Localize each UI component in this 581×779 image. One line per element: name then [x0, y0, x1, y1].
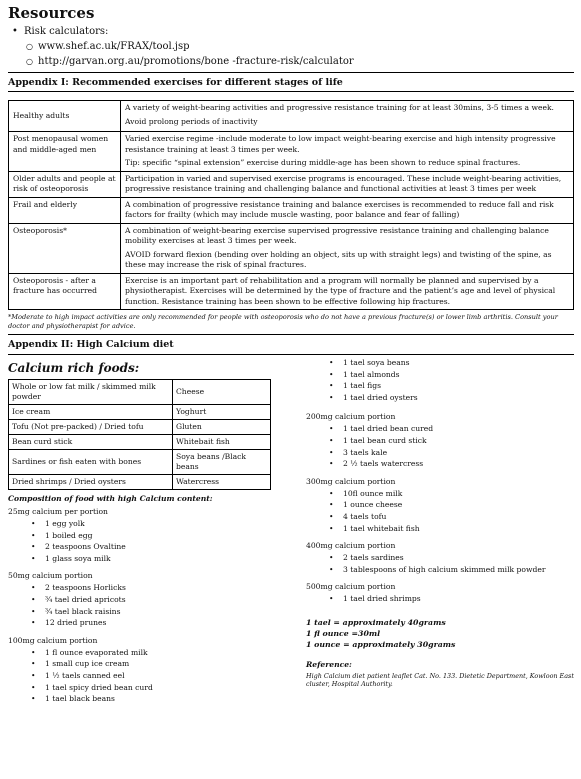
list-item: • 1 glass soya milk [45, 553, 298, 565]
table-row [9, 132, 574, 172]
table-row [9, 171, 574, 197]
table-row [9, 405, 271, 420]
risk-calculators-label: Risk calculators: [24, 26, 109, 37]
recommendation-text: AVOID forward flexion (bending over holding an object, sits up with straight legs) and twisting of the spine, as these may increase the risk of spinal fractures. [125, 249, 552, 269]
food-cell: Sardines or fish eaten with bones [9, 450, 173, 475]
list-item: • 1 tael dried oysters [343, 392, 574, 404]
list-item: • 4 taels tofu [343, 511, 574, 523]
recommendation-cell [121, 223, 574, 273]
food-table [8, 379, 271, 490]
right-top-list [306, 357, 574, 403]
portion-title: 500mg calcium portion [306, 582, 396, 592]
portion-list [306, 593, 574, 605]
food-cell: Dried shrimps / Dried oysters [9, 475, 173, 490]
resource-links [24, 39, 574, 69]
table-row [9, 223, 574, 273]
portion-title: 100mg calcium portion [8, 635, 98, 645]
list-item: • 2 ½ taels watercress [343, 458, 574, 470]
resources-list [8, 24, 574, 69]
appendix2-heading: Appendix II: High Calcium diet [8, 339, 574, 355]
left-column [8, 355, 298, 705]
list-item: • 1 tael black beans [45, 693, 298, 705]
list-item: • 1 ½ taels canned eel [45, 670, 298, 682]
table-row [9, 101, 574, 132]
group-cell: Osteoporosis - after a fracture has occurred [9, 273, 121, 310]
list-item: • 1 fl ounce evaporated milk [45, 647, 298, 659]
food-cell: Gluten [173, 420, 271, 435]
portion-list [8, 582, 298, 628]
recommendation-cell [121, 132, 574, 172]
table-row [9, 420, 271, 435]
recommendation-cell [121, 101, 574, 132]
group-cell: Osteoporosis* [9, 223, 121, 273]
risk-calculators-item [24, 24, 574, 69]
list-item: • 3 tablespoons of high calcium skimmed milk powder [343, 564, 574, 576]
list-item: • ¾ tael dried apricots [45, 594, 298, 606]
equivalents [306, 617, 574, 650]
list-item: • 1 tael dried bean cured [343, 423, 574, 435]
equivalent-line: 1 fl ounce =30ml [306, 628, 381, 638]
portion-title: 400mg calcium portion [306, 541, 396, 551]
table-row [9, 197, 574, 223]
group-cell: Frail and elderly [9, 197, 121, 223]
list-item: • 3 taels kale [343, 447, 574, 459]
appendix1-heading: Appendix I: Recommended exercises for different stages of life [8, 72, 574, 92]
exercise-table [8, 100, 574, 310]
recommendation-text: Avoid prolong periods of inactivity [125, 116, 258, 126]
table-row [9, 475, 271, 490]
equivalent-line: 1 tael = approximately 40grams [306, 617, 446, 627]
recommendation-text: A combination of progressive resistance training and balance exercises is recommended to reduce fall and risk factors for frailty (which may include muscle wasting, poor balance and fear of falling) [125, 199, 554, 219]
recommendation-text: A combination of weight-bearing exercise supervised progressive resistance training and challenging balance mobility exercises at least 3 times per week. [125, 225, 549, 245]
portion-title: 25mg calcium per portion [8, 507, 108, 516]
food-cell: Cheese [173, 380, 271, 405]
food-cell: Ice cream [9, 405, 173, 420]
left-portion-sections [8, 507, 298, 705]
recommendation-cell [121, 171, 574, 197]
table-row [9, 380, 271, 405]
food-cell: Whole or low fat milk / skimmed milk powder [9, 380, 173, 405]
portion-list [8, 647, 298, 705]
food-cell: Soya beans /Black beans [173, 450, 271, 475]
list-item: • 1 tael figs [343, 380, 574, 392]
group-cell: Healthy adults [9, 101, 121, 132]
composition-title: Composition of food with high Calcium content: [8, 494, 213, 503]
list-item: • 2 taels sardines [343, 552, 574, 564]
recommendation-text: Participation in varied and supervised exercise programs is encouraged. These include weight-bearing activities, progressive resistance training and challenging balance and functional activities at least 3 times per week [125, 173, 562, 193]
exercise-footnote: *Moderate to high impact activities are only recommended for people with osteoporosis who do not have a previous fracture(s) or lower limb arthritis. Consult your doctor and physiotherapist for advice. [8, 313, 558, 330]
group-cell: Older adults and people at risk of osteoporosis [9, 171, 121, 197]
right-column [306, 355, 574, 689]
table-row [9, 273, 574, 310]
food-cell: Bean curd stick [9, 435, 173, 450]
reference-label: Reference: [306, 659, 352, 669]
group-cell: Post menopausal women and middle-aged men [9, 132, 121, 172]
recommendation-cell [121, 273, 574, 310]
reference-text: High Calcium diet patient leaflet Cat. No. 133. Dietetic Department, Kowloon East cluster, Hospital Authority. [306, 671, 574, 689]
table-row [9, 450, 271, 475]
list-item: • 1 ounce cheese [343, 499, 574, 511]
portion-list [306, 423, 574, 469]
list-item: • 10fl ounce milk [343, 488, 574, 500]
list-item: • 1 tael whitebait fish [343, 523, 574, 535]
portion-list [306, 488, 574, 534]
table-row [9, 435, 271, 450]
garvan-link[interactable]: http://garvan.org.au/promotions/bone -fracture-risk/calculator [38, 56, 354, 67]
list-item: • 12 dried prunes [45, 617, 298, 629]
list-item: • 1 small cup ice cream [45, 658, 298, 670]
recommendation-text: A variety of weight-bearing activities and progressive resistance training for at least 30mins, 3-5 times a week. [125, 103, 554, 112]
recommendation-text: Exercise is an important part of rehabilitation and a program will normally be planned and supervised by a physiotherapist. Exercises will be determined by the type of fracture and the patient’s age and level of physical function. Resistance training has been shown to be effective following hip fractures. [125, 275, 556, 306]
list-item: • 1 egg yolk [45, 518, 298, 530]
list-item: • 1 tael almonds [343, 369, 574, 381]
frax-link[interactable]: www.shef.ac.uk/FRAX/tool.jsp [38, 41, 190, 52]
food-cell: Yoghurt [173, 405, 271, 420]
portion-list [8, 518, 298, 564]
list-item: • 1 tael soya beans [343, 357, 574, 369]
document-page [8, 4, 574, 704]
list-item: • 1 tael bean curd stick [343, 435, 574, 447]
food-cell: Watercress [173, 475, 271, 490]
list-item: • 2 teaspoons Ovaltine [45, 541, 298, 553]
list-item: • ¾ tael black raisins [45, 606, 298, 618]
recommendation-cell [121, 197, 574, 223]
food-cell: Whitebait fish [173, 435, 271, 450]
resources-title: Resources [8, 4, 95, 22]
equivalent-line: 1 ounce = approximately 30grams [306, 639, 456, 649]
portion-title: 200mg calcium portion [306, 412, 396, 422]
list-item: • 1 tael spicy dried bean curd [45, 682, 298, 694]
portion-title: 300mg calcium portion [306, 476, 396, 486]
list-item: • 1 boiled egg [45, 530, 298, 542]
list-item: • 1 tael dried shrimps [343, 593, 574, 605]
list-item: • 2 teaspoons Horlicks [45, 582, 298, 594]
right-portion-sections [306, 412, 574, 605]
portion-list [306, 552, 574, 575]
recommendation-text: Varied exercise regime -include moderate to low impact weight-bearing exercise and high intensity progressive resistance training at least 3 times per week. [125, 134, 556, 154]
divider [8, 334, 574, 335]
recommendation-text: Tip: specific “spinal extension” exercise during middle-age has been shown to reduce spinal fractures. [125, 158, 521, 167]
food-cell: Tofu (Not pre-packed) / Dried tofu [9, 420, 173, 435]
calcium-rich-foods-title: Calcium rich foods: [8, 361, 140, 375]
portion-title: 50mg calcium portion [8, 571, 93, 581]
